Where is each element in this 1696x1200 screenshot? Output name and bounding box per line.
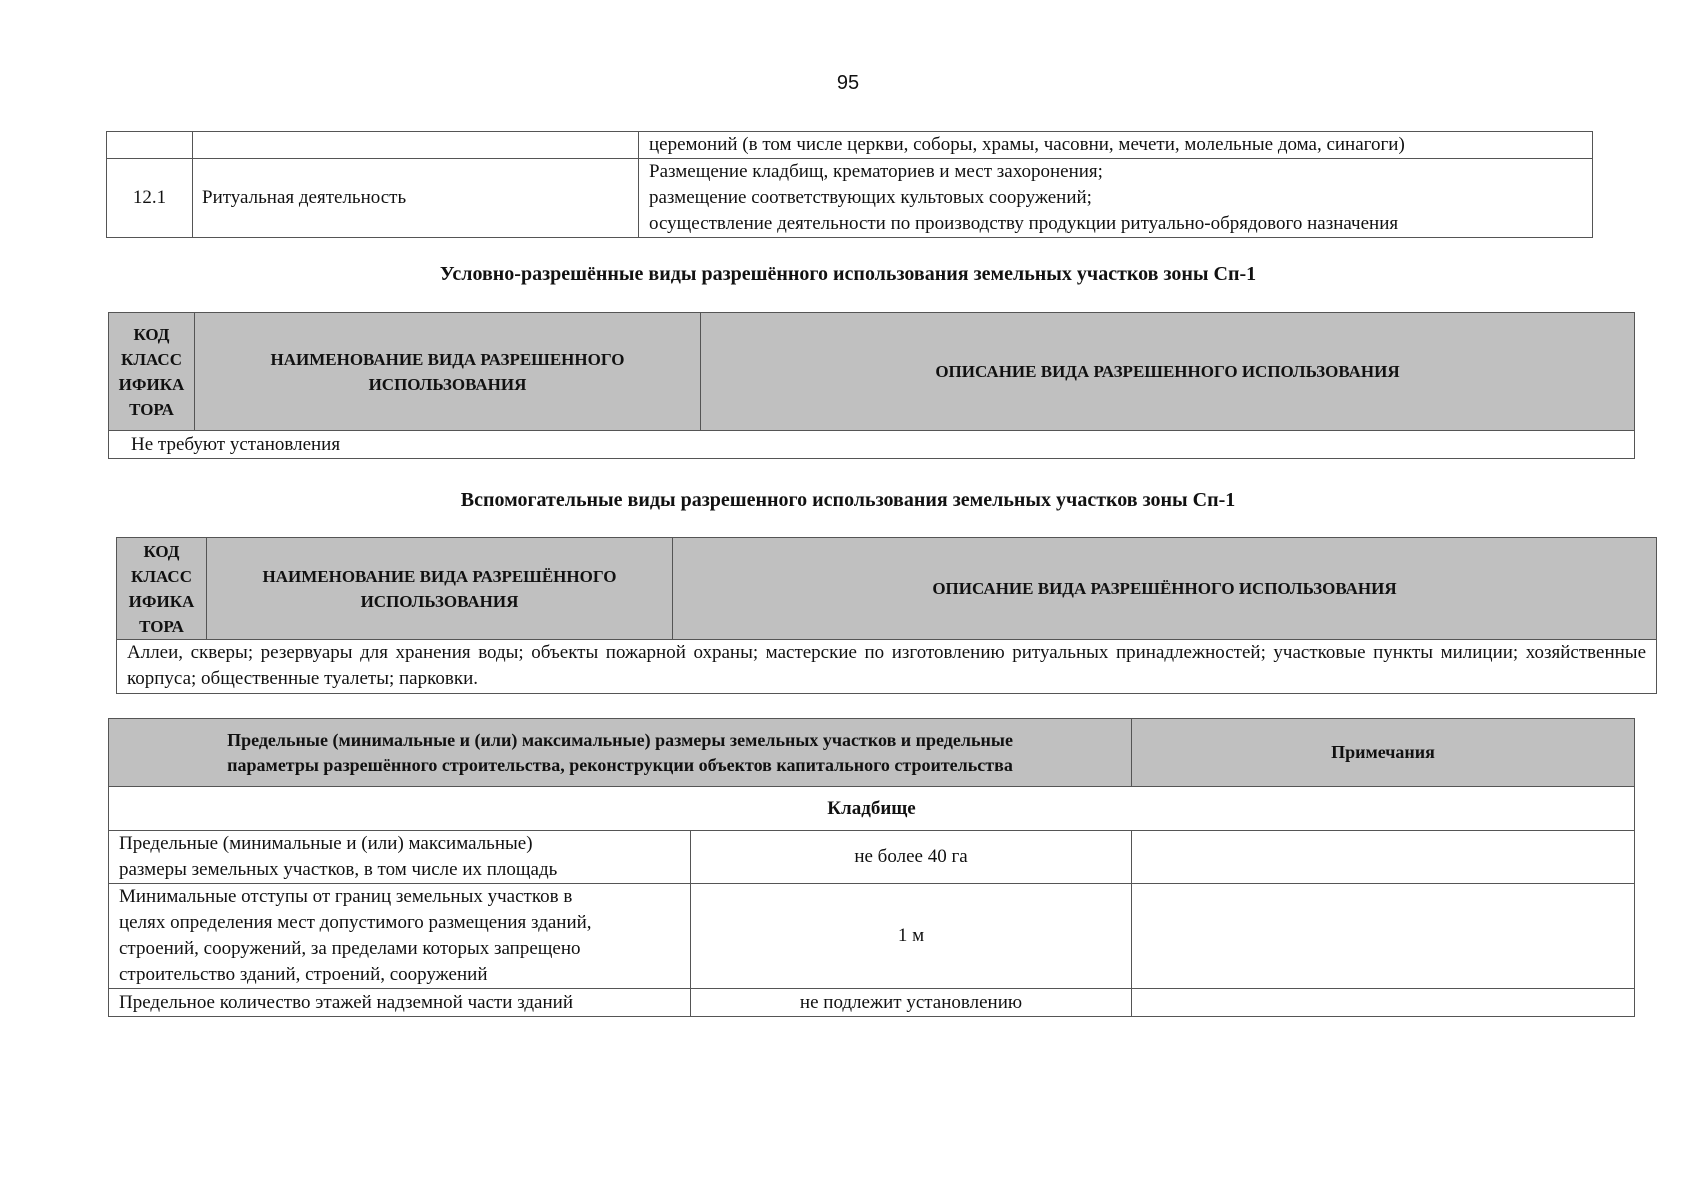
description-line: осуществление деятельности по производству продукции ритуально-обрядового назначения [649,213,1399,234]
header-description: ОПИСАНИЕ ВИДА РАЗРЕШЕННОГО ИСПОЛЬЗОВАНИЯ [701,313,1635,431]
uses-table-continuation [106,131,1593,238]
header-name-line: ИСПОЛЬЗОВАНИЯ [360,591,519,611]
row-text: Не требуют установления [109,431,1635,459]
parameters-table [108,718,1635,1017]
table-row [107,159,1593,238]
table-row [109,431,1635,459]
table-row [107,132,1593,159]
parameter-label-line: строений, сооружений, за пределами которых запрещено [119,938,581,959]
conditional-uses-table [108,312,1635,459]
section-title-conditional: Условно-разрешённые виды разрешённого использования земельных участков зоны Сп-1 [439,263,1257,285]
header-code-line: КЛАСС [131,566,192,586]
name-cell [193,132,639,159]
subheader-row [109,787,1635,831]
section-title-auxiliary: Вспомогательные виды разрешенного использования земельных участков зоны Сп-1 [460,489,1236,511]
parameter-label-line: целях определения мест допустимого размещения зданий, [119,912,592,933]
parameter-label [109,989,691,1017]
parameter-label-line: Предельные (минимальные и (или) максимальные) [119,833,533,854]
parameter-label [109,831,691,884]
table-row [117,640,1657,694]
parameter-label-line: размеры земельных участков, в том числе их площадь [119,859,558,880]
table-row [109,831,1635,884]
header-code-line: ТОРА [139,616,184,636]
header-name-line: НАИМЕНОВАНИЕ ВИДА РАЗРЕШЁННОГО [262,566,617,586]
table-row [109,989,1635,1017]
header-code [109,313,195,431]
auxiliary-uses-table [116,537,1657,694]
page-number: 95 [836,72,860,94]
parameter-value: не более 40 га [691,831,1132,884]
table-row [109,884,1635,989]
header-name-line: НАИМЕНОВАНИЕ ВИДА РАЗРЕШЕННОГО [270,349,625,369]
table-header-row [109,719,1635,787]
subheader-cemetery: Кладбище [109,787,1635,831]
parameter-note [1132,989,1635,1017]
header-name-line: ИСПОЛЬЗОВАНИЯ [368,374,527,394]
header-notes: Примечания [1132,719,1635,787]
header-code-line: КЛАСС [121,349,182,369]
header-code-line: ИФИКА [128,591,195,611]
header-parameters-line: параметры разрешённого строительства, реконструкции объектов капитального строительства [227,754,1013,775]
parameter-label [109,884,691,989]
parameter-value: 1 м [691,884,1132,989]
header-code-line: КОД [133,324,170,344]
description-line: Размещение кладбищ, крематориев и мест захоронения; [649,161,1103,182]
header-name [195,313,701,431]
description-line: размещение соответствующих культовых сооружений; [649,187,1092,208]
parameter-label-line: Минимальные отступы от границ земельных участков в [119,886,573,907]
header-code-line: ТОРА [129,399,174,419]
parameter-note [1132,831,1635,884]
header-name [207,538,673,640]
table-header-row [117,538,1657,640]
header-code [117,538,207,640]
row-text: Аллеи, скверы; резервуары для хранения воды; объекты пожарной охраны; мастерские по изготовлению ритуальных принадлежностей; участковые пункты милиции; хозяйственные корпуса; общественные туалеты; парковки. [117,640,1657,694]
parameter-label-line: строительство зданий, строений, сооружений [119,964,488,985]
header-code-line: ИФИКА [118,374,185,394]
parameter-value: не подлежит установлению [691,989,1132,1017]
table-header-row [109,313,1635,431]
header-code-line: КОД [143,541,180,561]
parameter-note [1132,884,1635,989]
header-parameters [109,719,1132,787]
name-cell: Ритуальная деятельность [193,159,639,238]
parameter-label-line: Предельное количество этажей надземной части зданий [119,991,573,1013]
description-cell [639,159,1593,238]
code-cell [107,132,193,159]
header-parameters-line: Предельные (минимальные и (или) максимальные) размеры земельных участков и предельные [227,729,1013,750]
header-description: ОПИСАНИЕ ВИДА РАЗРЕШЁННОГО ИСПОЛЬЗОВАНИЯ [673,538,1657,640]
description-cell: церемоний (в том числе церкви, соборы, храмы, часовни, мечети, молельные дома, синагоги) [639,132,1593,159]
code-cell: 12.1 [107,159,193,238]
